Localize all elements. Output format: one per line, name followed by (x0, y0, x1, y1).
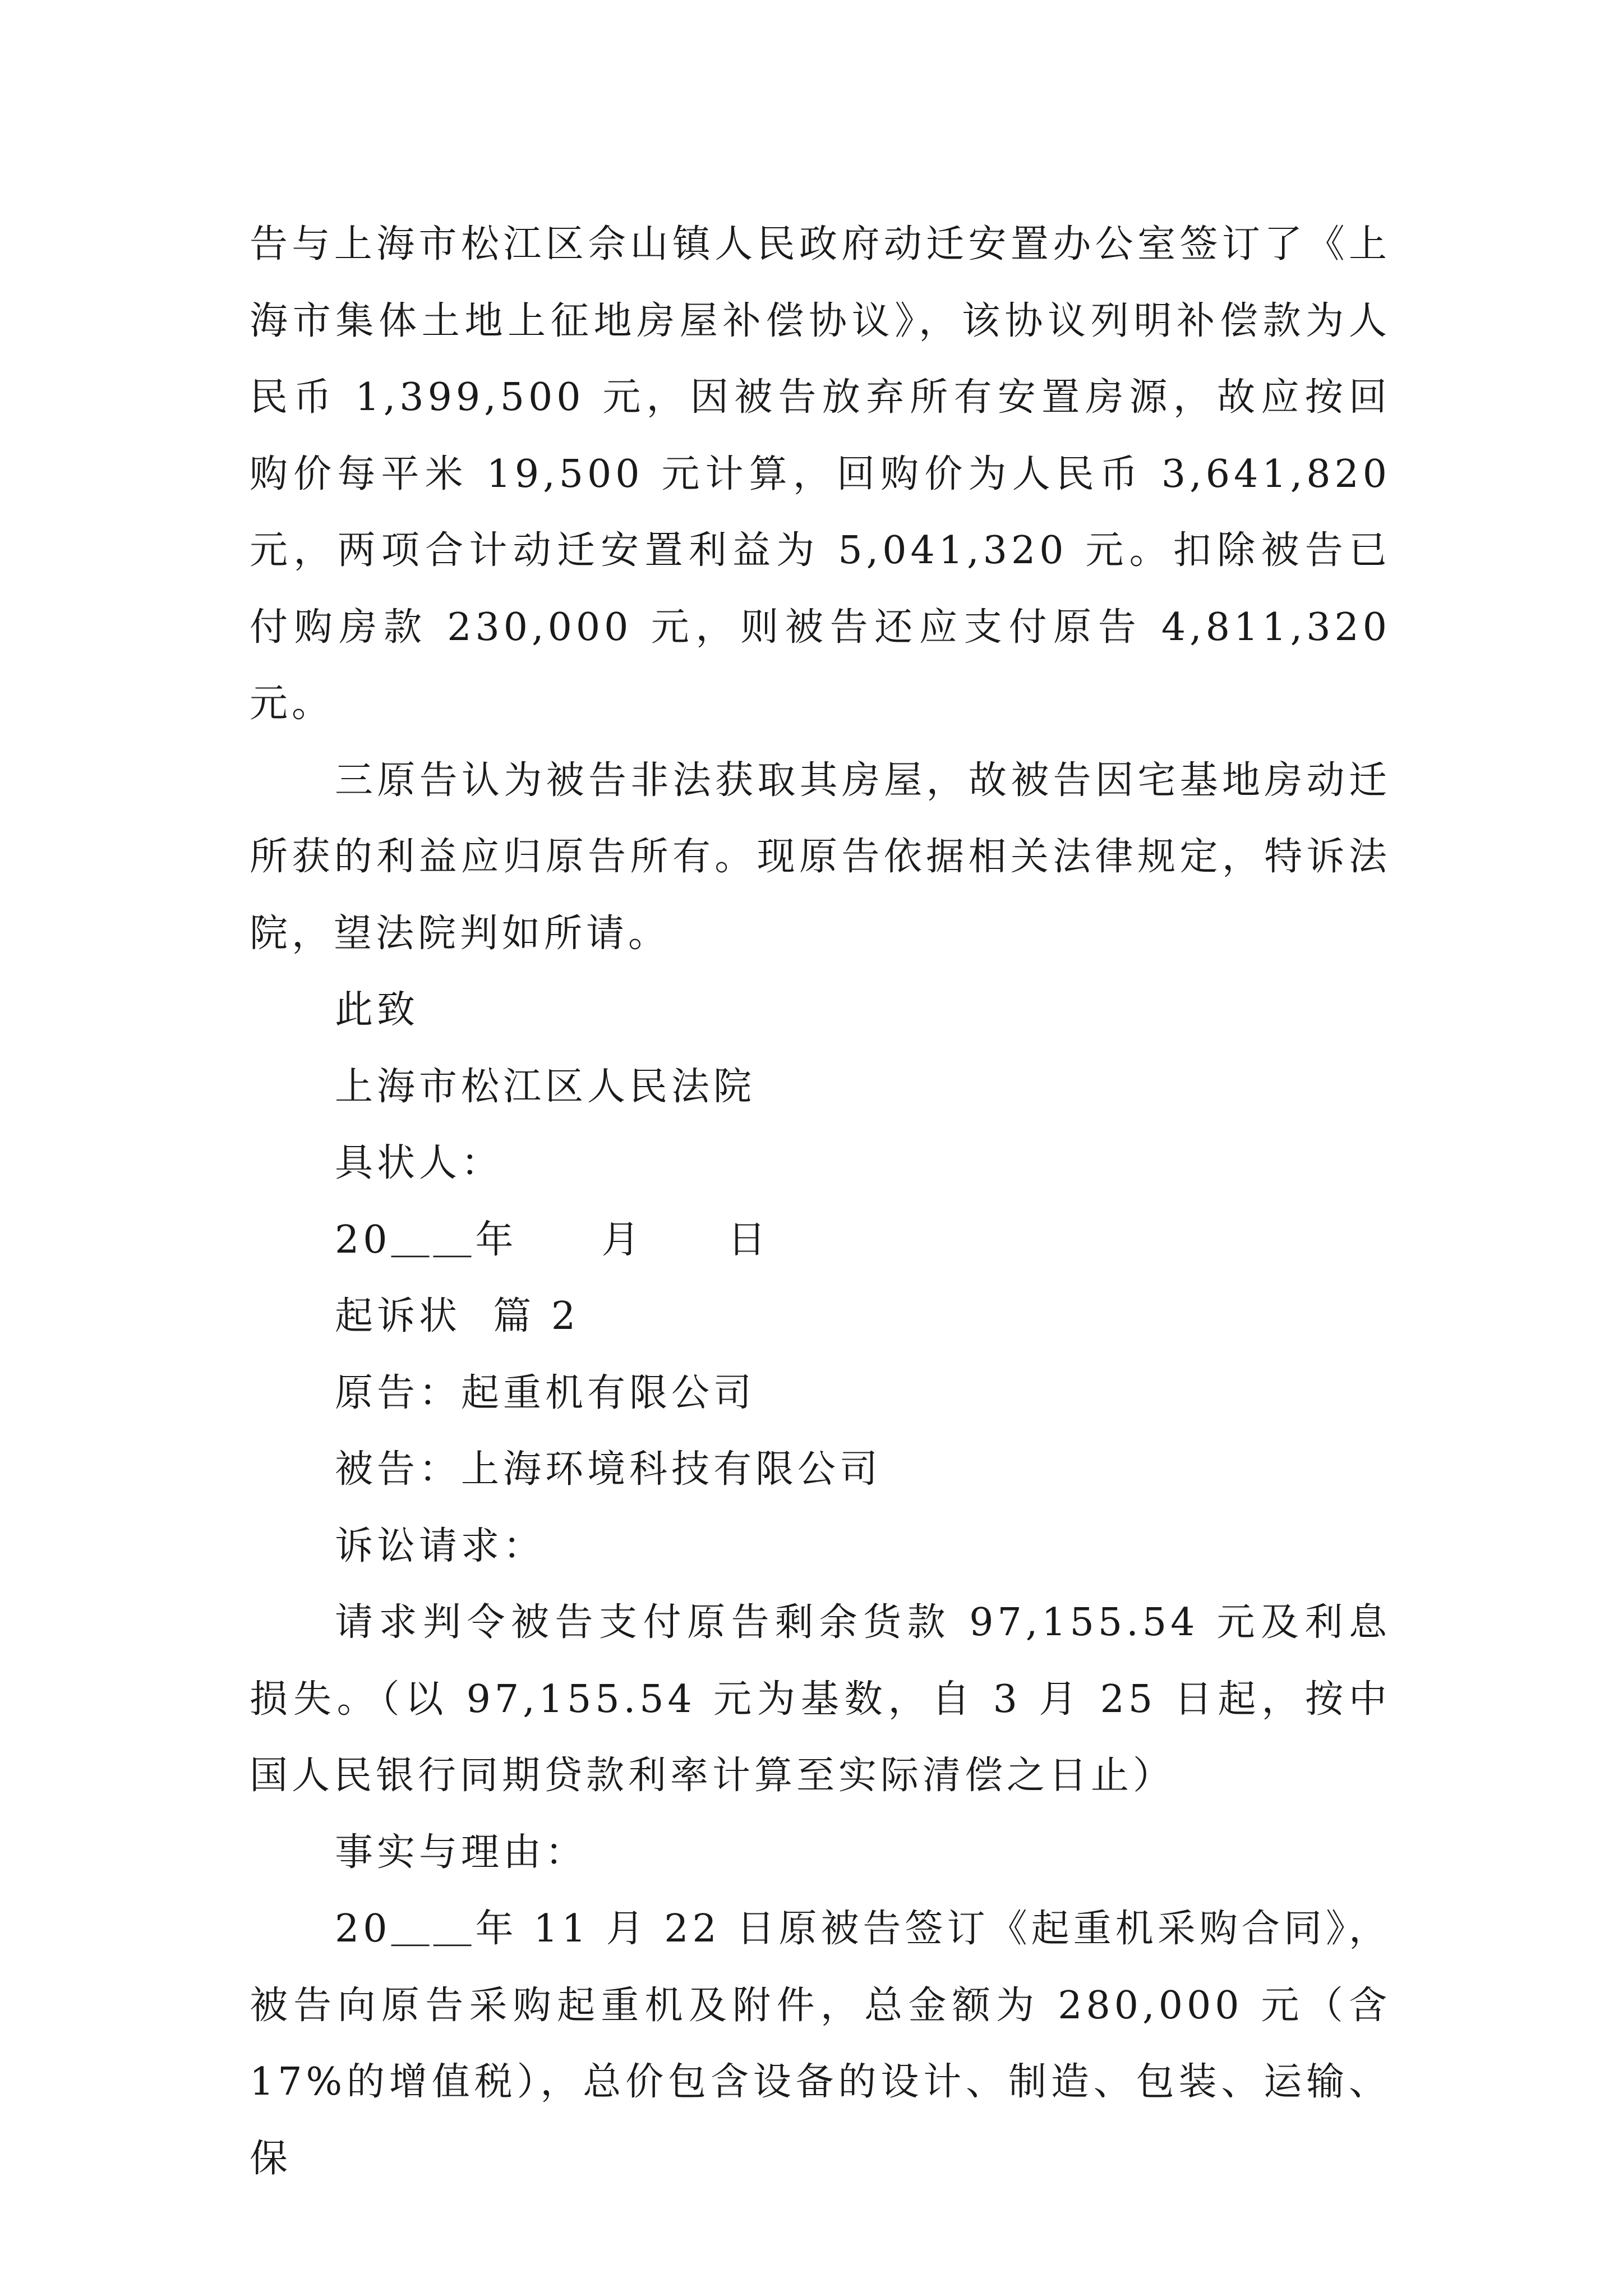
addressee-court: 上海市松江区人民法院 (335, 1064, 756, 1109)
paragraph-plaintiff-claim-basis: 三原告认为被告非法获取其房屋，故被告因宅基地房动迁所获的利益应归原告所有。现原告依据相关法律规定，特诉法院，望法院判如所请。 (250, 758, 1391, 956)
signer-label: 具状人： (335, 1141, 504, 1185)
section-title-complaint-2: 起诉状 篇 2 (335, 1294, 580, 1338)
paragraph-compensation-calculation: 告与上海市松江区佘山镇人民政府动迁安置办公室签订了《上海市集体土地上征地房屋补偿协议》，该协议列明补偿款为人民币 1,399,500 元，因被告放弃所有安置房源，故应按回购价每平米 19,500 元计算，回购价为人民币 3,641,820 元，两项合计动迁安置利益为 5,041,320 元。扣除被告已付购房款 230,000 元，则被告还应支付原告 4,811,320 元。 (250, 222, 1391, 726)
paragraph-claims: 请求判令被告支付原告剩余货款 97,155.54 元及利息损失。（以 97,155.54 元为基数，自 3 月 25 日起，按中国人民银行同期贷款利率计算至实际清偿之日止） (250, 1600, 1391, 1798)
claims-heading: 诉讼请求： (335, 1524, 546, 1568)
salutation: 此致 (335, 988, 419, 1032)
date-line: 20＿＿年 月 日 (335, 1217, 770, 1262)
paragraph-facts: 20＿＿年 11 月 22 日原被告签订《起重机采购合同》，被告向原告采购起重机及附件，总金额为 280,000 元（含 17%的增值税），总价包含设备的设计、制造、包装、运输、保 (250, 1907, 1391, 2181)
plaintiff-line: 原告：起重机有限公司 (335, 1370, 756, 1415)
defendant-line: 被告：上海环境科技有限公司 (335, 1447, 882, 1492)
facts-heading: 事实与理由： (335, 1830, 588, 1875)
document-body (250, 206, 1391, 2197)
